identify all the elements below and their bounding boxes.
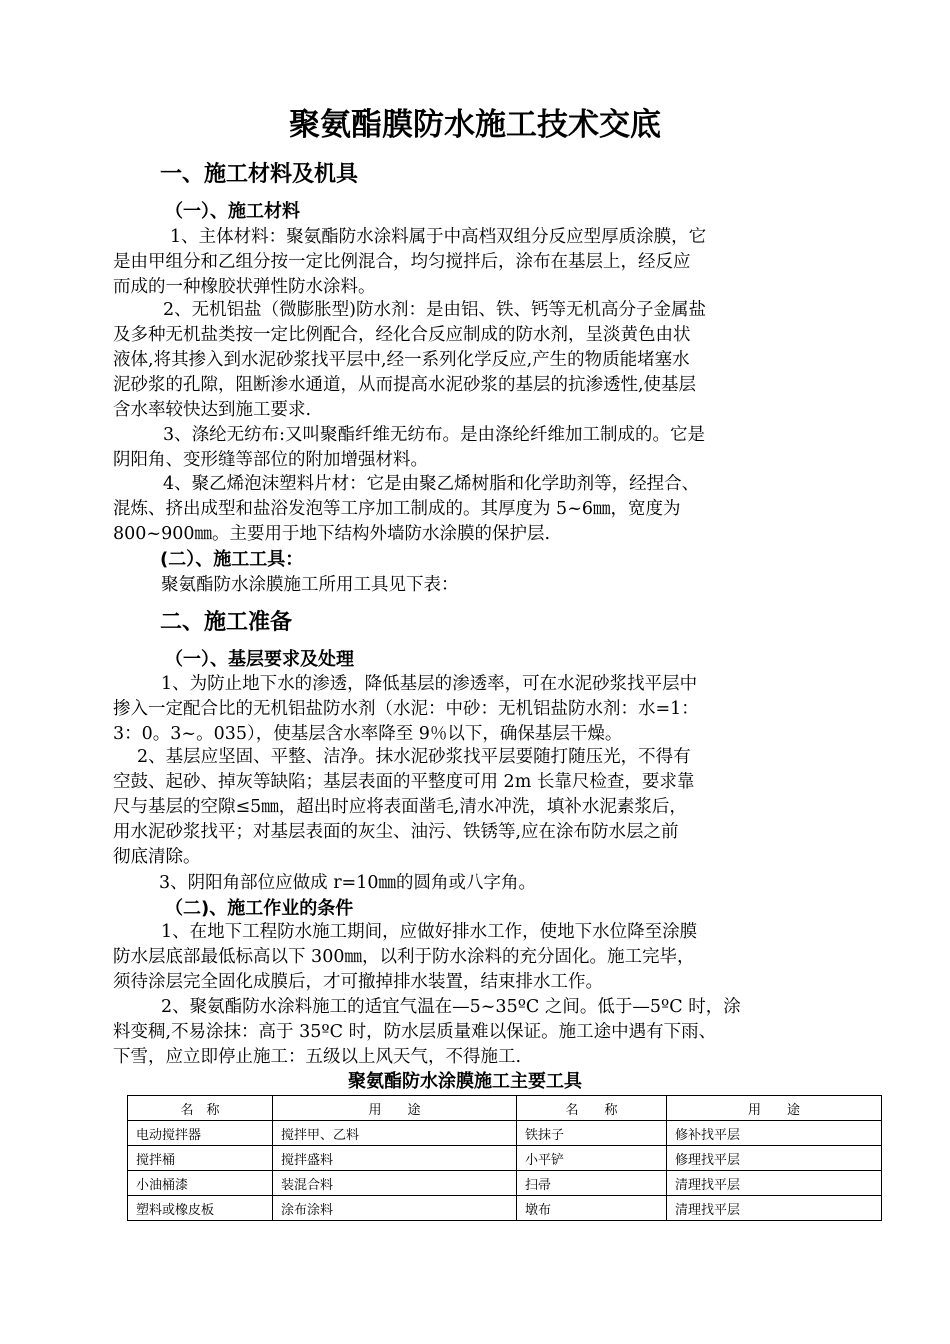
text-line: 料变稠,不易涂抹：高于 35ºC 时，防水层质量难以保证。施工途中遇有下雨、 [113, 1022, 717, 1042]
table-cell: 修理找平层 [667, 1146, 882, 1171]
text-line: 液体,将其掺入到水泥砂浆找平层中,经一系列化学反应,产生的物质能堵塞水 [113, 350, 690, 370]
paragraph-base-treatment-2 [113, 745, 863, 870]
text-line: 掺入一定配合比的无机铝盐防水剂（水泥：中砂：无机铝盐防水剂：水=1： [113, 699, 699, 719]
table-cell: 小平铲 [517, 1146, 667, 1171]
column-header-name: 名 称 [517, 1096, 667, 1121]
table-header-row [128, 1096, 882, 1121]
paragraph-waterproof-agent [113, 298, 863, 423]
table-cell: 墩布 [517, 1196, 667, 1221]
table-cell: 装混合料 [273, 1171, 517, 1196]
subsection-heading-work-conditions: （二)、施工作业的条件 [165, 898, 354, 919]
text-line: 而成的一种橡胶状弹性防水涂料。 [113, 277, 376, 297]
table-row [128, 1146, 882, 1171]
text-line: 彻底清除。 [113, 847, 201, 867]
text-line: 是由甲组分和乙组分按一定比例混合，均匀搅拌后，涂布在基层上，经反应 [113, 252, 691, 272]
section-heading-materials: 一、施工材料及机具 [160, 162, 359, 187]
text-line: 空鼓、起砂、掉灰等缺陷；基层表面的平整度可用 2m 长靠尺检查，要求靠 [113, 772, 695, 792]
text-line: 1、为防止地下水的渗透，降低基层的渗透率，可在水泥砂浆找平层中 [161, 674, 698, 694]
text-line: 1、主体材料：聚氨酯防水涂料属于中高档双组分反应型厚质涂膜，它 [170, 227, 707, 247]
text-line: 下雪，应立即停止施工：五级以上风天气，不得施工. [113, 1047, 522, 1067]
table-cell: 电动搅拌器 [128, 1121, 273, 1146]
table-cell: 涂布涂料 [273, 1196, 517, 1221]
paragraph-temperature [113, 995, 863, 1070]
table-caption: 聚氨酯防水涂膜施工主要工具 [348, 1071, 582, 1092]
subsection-heading-tools: (二）、施工工具： [160, 549, 304, 570]
text-line: 4、聚乙烯泡沫塑料片材：它是由聚乙烯树脂和化学助剂等，经捏合、 [163, 474, 700, 494]
text-line: 800~900㎜。主要用于地下结构外墙防水涂膜的保护层. [113, 524, 551, 544]
tools-table [127, 1095, 882, 1221]
text-line: 须待涂层完全固化成膜后，才可撤掉排水装置，结束排水工作。 [113, 972, 603, 992]
text-line: 防水层底部最低标高以下 300㎜，以利于防水涂料的充分固化。施工完毕， [113, 947, 695, 967]
text-line: 泥砂浆的孔隙，阻断渗水通道，从而提高水泥砂浆的基层的抗渗透性,使基层 [113, 375, 697, 395]
table-cell: 搅拌甲、乙料 [273, 1121, 517, 1146]
text-line: 3：0。3~。035），使基层含水率降至 9％以下，确保基层干燥。 [113, 724, 623, 744]
text-line: 及多种无机盐类按一定比例配合，经化合反应制成的防水剂，呈淡黄色由状 [113, 325, 691, 345]
text-line: 3、阴阳角部位应做成 r=10㎜的圆角或八字角。 [159, 873, 536, 893]
table-cell: 清理找平层 [667, 1171, 882, 1196]
table-cell: 搅拌桶 [128, 1146, 273, 1171]
table-cell: 塑料或橡皮板 [128, 1196, 273, 1221]
text-line: 尺与基层的空隙≤5㎜，超出时应将表面凿毛,清水冲洗，填补水泥素浆后， [113, 797, 687, 817]
paragraph-foam-sheet [113, 472, 863, 547]
table-row [128, 1196, 882, 1221]
text-line: 1、在地下工程防水施工期间，应做好排水工作，使地下水位降至涂膜 [161, 922, 698, 942]
table-row [128, 1171, 882, 1196]
text-line: 2、聚氨酯防水涂料施工的适宜气温在—5~35ºC 之间。低于—5ºC 时，涂 [161, 997, 741, 1017]
column-header-name: 名 称 [128, 1096, 273, 1121]
paragraph-base-treatment-3 [113, 871, 863, 896]
paragraph-base-treatment-1 [113, 672, 863, 747]
text-line: 混炼、挤出成型和盐浴发泡等工序加工制成的。其厚度为 5~6㎜，宽度为 [113, 499, 681, 519]
text-line: 2、基层应坚固、平整、洁净。抹水泥砂浆找平层要随打随压光，不得有 [137, 747, 691, 767]
table-cell: 小油桶漆 [128, 1171, 273, 1196]
subsection-heading-base-requirements: （一）、基层要求及处理 [165, 649, 354, 670]
column-header-usage: 用 途 [667, 1096, 882, 1121]
table-cell: 扫帚 [517, 1171, 667, 1196]
table-cell: 修补找平层 [667, 1121, 882, 1146]
paragraph-main-material [113, 225, 863, 300]
section-heading-preparation: 二、施工准备 [160, 610, 293, 635]
text-line: 聚氨酯防水涂膜施工所用工具见下表： [161, 575, 459, 595]
table-row [128, 1121, 882, 1146]
text-line: 3、涤纶无纺布:又叫聚酯纤维无纺布。是由涤纶纤维加工制成的。它是 [163, 425, 706, 445]
text-line: 阴阳角、变形缝等部位的附加增强材料。 [113, 450, 428, 470]
text-line: 含水率较快达到施工要求. [113, 400, 312, 420]
table-cell: 铁抹子 [517, 1121, 667, 1146]
document-title: 聚氨酯膜防水施工技术交底 [289, 107, 661, 143]
paragraph-drainage [113, 920, 863, 995]
text-line: 用水泥砂浆找平；对基层表面的灰尘、油污、铁锈等,应在涂布防水层之前 [113, 822, 679, 842]
table-cell: 清理找平层 [667, 1196, 882, 1221]
paragraph-nonwoven-fabric [113, 423, 863, 473]
text-line: 2、无机铝盐（微膨胀型)防水剂：是由铝、铁、钙等无机高分子金属盐 [163, 300, 706, 320]
column-header-usage: 用 途 [273, 1096, 517, 1121]
table-cell: 搅拌盛料 [273, 1146, 517, 1171]
paragraph-tools-intro [113, 573, 863, 598]
subsection-heading-materials: （一）、施工材料 [165, 201, 300, 222]
